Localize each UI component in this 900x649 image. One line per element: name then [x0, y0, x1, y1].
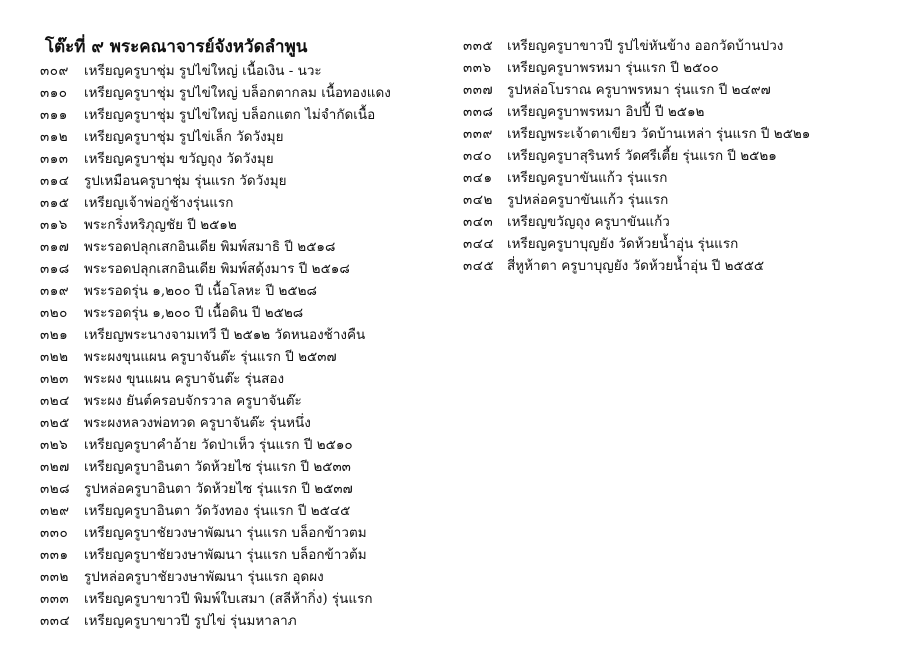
item-number: ๓๓๖: [463, 60, 492, 76]
item-text: พระกริ่งหริภุญชัย ปี ๒๕๑๒: [84, 217, 237, 233]
list-item: [40, 170, 440, 192]
item-number: ๓๑๖: [40, 217, 68, 233]
item-number: ๓๓๑: [40, 547, 69, 563]
item-text: พระผง ขุนแผน ครูบาจันต๊ะ รุ่นสอง: [84, 371, 285, 387]
list-item: [463, 57, 893, 79]
item-text: เหรียญครูบาบุญยัง วัดห้วยน้ำอุ่น รุ่นแรก: [507, 236, 739, 252]
list-item: [463, 255, 893, 277]
list-item: [40, 280, 440, 302]
item-number: ๓๑๔: [40, 173, 70, 189]
item-number: ๓๑๕: [40, 195, 70, 211]
item-number: ๓๑๐: [40, 85, 68, 101]
item-text: เหรียญครูบาขันแก้ว รุ่นแรก: [507, 170, 668, 186]
list-item: [463, 167, 893, 189]
item-number: ๓๑๑: [40, 107, 68, 123]
item-number: ๓๑๗: [40, 239, 70, 255]
item-number: ๓๔๑: [463, 170, 493, 186]
item-number: ๓๓๐: [40, 525, 69, 541]
list-item: [40, 104, 440, 126]
item-number: ๓๒๒: [40, 349, 69, 365]
list-item: [463, 211, 893, 233]
item-number: ๓๒๑: [40, 327, 69, 343]
list-item: [40, 346, 440, 368]
left-column-list: [40, 60, 440, 632]
item-number: ๓๑๒: [40, 129, 69, 145]
list-item: [463, 79, 893, 101]
item-number: ๓๔๒: [463, 192, 493, 208]
item-number: ๓๒๘: [40, 481, 71, 497]
list-item: [40, 588, 440, 610]
list-item: [40, 456, 440, 478]
item-text: เหรียญครูบาอินตา วัดห้วยไซ รุ่นแรก ปี ๒๕๓๓: [84, 459, 351, 475]
item-number: ๓๓๔: [40, 613, 71, 629]
item-text: เหรียญครูบาชุ่ม รูปไข่ใหญ่ บล็อกแตก ไม่จำกัดเนื้อ: [84, 107, 376, 123]
list-item: [40, 82, 440, 104]
item-number: ๓๓๒: [40, 569, 69, 585]
item-text: เหรียญขวัญถุง ครูบาขันแก้ว: [507, 214, 670, 230]
item-number: ๓๒๕: [40, 415, 70, 431]
item-text: เหรียญเจ้าพ่อกู่ช้างรุ่นแรก: [84, 195, 234, 211]
item-number: ๓๓๙: [463, 126, 493, 142]
item-text: เหรียญครูบาคำอ้าย วัดป่าเห็ว รุ่นแรก ปี ๒๕๑๐: [84, 437, 353, 453]
item-number: ๓๓๗: [463, 82, 494, 98]
list-item: [40, 500, 440, 522]
right-column-list: [463, 35, 893, 277]
item-number: ๓๓๕: [463, 38, 494, 54]
item-text: เหรียญครูบาชุ่ม รูปไข่เล็ก วัดวังมุย: [84, 129, 284, 145]
list-item: [40, 214, 440, 236]
item-text: รูปเหมือนครูบาชุ่ม รุ่นแรก วัดวังมุย: [84, 173, 287, 189]
list-item: [463, 189, 893, 211]
list-item: [40, 478, 440, 500]
item-text: พระผงขุนแผน ครูบาจันต๊ะ รุ่นแรก ปี ๒๕๓๗: [84, 349, 337, 365]
list-item: [463, 145, 893, 167]
item-text: เหรียญครูบาชุ่ม รูปไข่ใหญ่ บล็อกตากลม เนื้อทองแดง: [84, 85, 391, 101]
list-item: [40, 610, 440, 632]
item-number: ๓๓๓: [40, 591, 70, 607]
item-number: ๓๑๘: [40, 261, 70, 277]
list-item: [40, 522, 440, 544]
list-item: [463, 35, 893, 57]
list-item: [40, 236, 440, 258]
page-title: โต๊ะที่ ๙ พระคณาจารย์จังหวัดลำพูน: [45, 37, 308, 57]
list-item: [40, 192, 440, 214]
list-item: [40, 258, 440, 280]
item-text: เหรียญครูบาชุ่ม ขวัญถุง วัดวังมุย: [84, 151, 274, 167]
item-number: ๓๒๔: [40, 393, 70, 409]
item-number: ๓๒๓: [40, 371, 69, 387]
list-item: [40, 148, 440, 170]
item-text: เหรียญครูบาขาวปี รูปไข่หันข้าง ออกวัดบ้านปวง: [507, 38, 784, 54]
item-text: พระรอดปลุกเสกอินเดีย พิมพ์สดุ้งมาร ปี ๒๕๑๘: [84, 261, 350, 277]
item-number: ๓๒๗: [40, 459, 70, 475]
list-item: [463, 233, 893, 255]
item-number: ๓๔๔: [463, 236, 495, 252]
list-item: [40, 368, 440, 390]
item-text: เหรียญครูบาชัยวงษาพัฒนา รุ่นแรก บล็อกข้าวต้ม: [84, 547, 367, 563]
item-text: รูปหล่อครูบาชัยวงษาพัฒนา รุ่นแรก อุดผง: [84, 569, 324, 585]
list-item: [463, 101, 893, 123]
item-text: เหรียญครูบาสุรินทร์ วัดศรีเตี้ย รุ่นแรก ปี ๒๕๒๑: [507, 148, 777, 164]
list-item: [40, 434, 440, 456]
list-item: [40, 302, 440, 324]
item-text: พระรอดปลุกเสกอินเดีย พิมพ์สมาธิ ปี ๒๕๑๘: [84, 239, 336, 255]
item-text: รูปหล่อครูบาอินตา วัดห้วยไซ รุ่นแรก ปี ๒๕๓๗: [84, 481, 353, 497]
item-text: เหรียญครูบาพรหมา รุ่นแรก ปี ๒๕๐๐: [507, 60, 719, 76]
list-item: [40, 324, 440, 346]
item-text: เหรียญครูบาพรหมา อิปปี้ ปี ๒๕๑๒: [507, 104, 705, 120]
item-number: ๓๒๖: [40, 437, 69, 453]
list-item: [40, 412, 440, 434]
item-number: ๓๒๙: [40, 503, 70, 519]
list-item: [40, 60, 440, 82]
list-item: [40, 390, 440, 412]
item-text: เหรียญครูบาชัยวงษาพัฒนา รุ่นแรก บล็อกข้าวตม: [84, 525, 367, 541]
item-number: ๓๑๙: [40, 283, 70, 299]
list-item: [463, 123, 893, 145]
list-item: [40, 566, 440, 588]
item-number: ๓๔๕: [463, 258, 495, 274]
item-text: พระผง ยันต์ครอบจักรวาล ครูบาจันต๊ะ: [84, 393, 302, 409]
item-text: เหรียญครูบาขาวปี รูปไข่ รุ่นมหาลาภ: [84, 613, 297, 629]
item-text: เหรียญพระนางจามเทวี ปี ๒๕๑๒ วัดหนองช้างคืน: [84, 327, 366, 343]
item-number: ๓๔๐: [463, 148, 493, 164]
item-text: เหรียญครูบาชุ่ม รูปไข่ใหญ่ เนื้อเงิน - นวะ: [84, 63, 322, 79]
item-text: พระรอดรุ่น ๑,๒๐๐ ปี เนื้อดิน ปี ๒๕๒๘: [84, 305, 304, 321]
item-number: ๓๔๓: [463, 214, 494, 230]
item-text: พระรอดรุ่น ๑,๒๐๐ ปี เนื้อโลหะ ปี ๒๕๒๘: [84, 283, 317, 299]
item-text: พระผงหลวงพ่อทวด ครูบาจันต๊ะ รุ่นหนึ่ง: [84, 415, 311, 431]
item-number: ๓๐๙: [40, 63, 69, 79]
item-number: ๓๒๐: [40, 305, 68, 321]
item-text: เหรียญครูบาอินตา วัดวังทอง รุ่นแรก ปี ๒๕๔๕: [84, 503, 351, 519]
item-number: ๓๑๓: [40, 151, 69, 167]
item-text: เหรียญครูบาขาวปี พิมพ์ใบเสมา (สลีห้ากิ่ง) รุ่นแรก: [84, 591, 373, 607]
item-text: เหรียญพระเจ้าตาเขียว วัดบ้านเหล่า รุ่นแรก ปี ๒๕๒๑: [507, 126, 811, 142]
item-text: สี่หูห้าตา ครูบาบุญยัง วัดห้วยน้ำอุ่น ปี ๒๕๕๕: [507, 258, 765, 274]
item-text: รูปหล่อโบราณ ครูบาพรหมา รุ่นแรก ปี ๒๔๙๗: [507, 82, 771, 98]
list-item: [40, 544, 440, 566]
list-item: [40, 126, 440, 148]
item-number: ๓๓๘: [463, 104, 494, 120]
item-text: รูปหล่อครูบาขันแก้ว รุ่นแรก: [507, 192, 669, 208]
